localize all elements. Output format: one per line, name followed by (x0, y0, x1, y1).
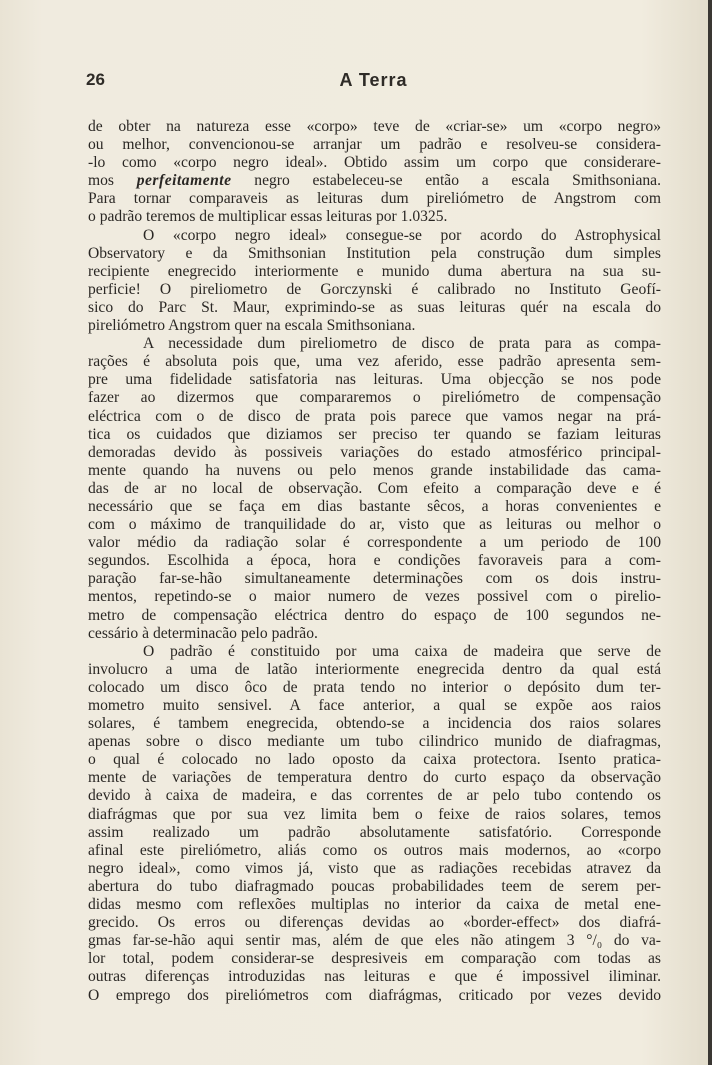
text-line: valor médio da radiação solar é correspondente a um periodo de 100 (88, 534, 661, 552)
text-line: eléctrica com o de disco de prata pois parece que vamos negar na prá- (88, 407, 661, 425)
emphasis: perfeitamente (136, 172, 232, 190)
text-line: pireliómetro Angstrom quer na escala Smithsoniana. (88, 317, 416, 335)
text-line: metro de compensação eléctrica dentro do espaço de 100 segundos ne- (88, 606, 661, 624)
text-line: demoradas devido às possiveis variações do estado atmosférico principal- (88, 443, 661, 461)
text-line: ou melhor, convencionou-se arranjar um padrão e resolveu-se considera- (88, 136, 661, 154)
text-line: assim realizado um padrão absolutamente satisfatório. Corresponde (88, 823, 661, 841)
text-line: sico do Parc St. Maur, exprimindo-se as suas leituras quér na escala do (88, 298, 661, 316)
text-line: solares, é tambem enegrecida, obtendo-se a incidencia dos raios solares (88, 715, 661, 733)
text-line: diafrágmas que por sua vez limita bem o feixe de raios solares, temos (88, 805, 661, 823)
text-line: pre uma fidelidade satisfatoria nas leituras. Uma objecção se nos pode (88, 371, 661, 389)
text-line: recipiente enegrecido interiormente e munido duma abertura na sua su- (88, 262, 661, 280)
text-line: necessário que se faça em dias bastante sêcos, a horas convenientes e (88, 497, 661, 515)
text-line: Observatory e da Smithsonian Institution pela construção dum simples (88, 244, 661, 262)
text-line: paração far-se-hão simultaneamente determinações com os dois instru- (88, 570, 661, 588)
text-line: didas mesmo com reflexões multiplas no interior da caixa de metal ene- (88, 896, 661, 914)
text-line: mentos, repetindo-se o maior numero de vezes possivel com o pirelio- (88, 588, 661, 606)
text-line: involucro a uma de latão interiormente enegrecida dentro da qual está (88, 660, 661, 678)
text-line: lor total, podem considerar-se despresiveis em comparação com todas as (88, 950, 661, 968)
text-line: o qual é colocado no lado oposto da caixa protectora. Isento pratica- (88, 751, 661, 769)
text-line: de obter na natureza esse «corpo» teve de «criar-se» um «corpo negro» (88, 118, 661, 135)
text-line: o padrão teremos de multiplicar essas leituras por 1.0325. (88, 208, 448, 226)
text-line: Para tornar comparaveis as leituras dum pireliómetro de Angstrom com (88, 190, 661, 208)
text-line: rações é absoluta pois que, uma vez aferido, esse padrão apresenta sem- (88, 353, 661, 371)
text-line: cessário à determinacão pelo padrão. (88, 624, 318, 642)
text-line: mente de variações de temperatura dentro do curto espaço da observação (88, 769, 661, 787)
text-line: A necessidade dum pireliometro de disco de prata para as compa- (143, 335, 661, 353)
text-line: perficie! O pireliometro de Gorczynski é calibrado no Instituto Geofí- (88, 280, 661, 298)
text-line: mos perfeitamente negro estabeleceu-se então a escala Smithsoniana. (88, 172, 661, 190)
text-line: mometro muito sensivel. A face anterior, a qual se expõe aos raios (88, 697, 661, 714)
text-line: O «corpo negro ideal» consegue-se por acordo do Astrophysical (143, 226, 661, 244)
text-line: negro ideal», como vimos já, visto que as radiações recebidas atravez da (88, 859, 661, 877)
text-line: segundos. Escolhida a época, hora e condições favoraveis para a com- (88, 552, 661, 570)
page-edge (708, 0, 712, 1065)
text-line: O emprego dos pireliómetros com diafrágmas, criticado por vezes devido (88, 986, 661, 1004)
text-line: grecido. Os erros ou diferenças devidas ao «border-effect» dos diafrá- (88, 914, 661, 932)
page-header (86, 70, 661, 96)
text-line: com o máximo de tranquilidade do ar, visto que as leituras ou melhor o (88, 516, 661, 534)
page-number: 26 (86, 70, 105, 89)
text-line: apenas sobre o disco mediante um tubo cilindrico munido de diafragmas, (88, 733, 661, 751)
running-head: A Terra (339, 70, 408, 90)
text-line: abertura do tubo diafragmado poucas probabilidades teem de serem per- (88, 877, 661, 895)
text-line: tica os cuidados que diziamos ser preciso ter quando se faziam leituras (88, 425, 661, 443)
text-line: gmas far-se-hão aqui sentir mas, além de que eles não atingem 3 °/₀ do va- (88, 932, 661, 950)
body-text (88, 118, 661, 1005)
text-line: mente quando ha nuvens ou pelo menos grande instabilidade das cama- (88, 461, 661, 479)
text-line: devido à caixa de madeira, e das correntes de ar pelo tubo contendo os (88, 787, 661, 805)
text-line: fazer ao dizermos que compararemos o pireliómetro de compensação (88, 389, 661, 407)
text-line: -lo como «corpo negro ideal». Obtido assim um corpo que considerare- (88, 154, 661, 172)
text-line: afinal este pireliómetro, aliás como os outros mais modernos, ao «corpo (88, 841, 661, 859)
text-line: das de ar no local de observação. Com efeito a comparação deve e é (88, 479, 661, 497)
text-line: outras diferenças introduzidas nas leituras e que é impossivel iliminar. (88, 968, 661, 986)
text-line: O padrão é constituido por uma caixa de madeira que serve de (143, 642, 661, 660)
text-line: colocado um disco ôco de prata tendo no interior o depósito dum ter- (88, 678, 661, 696)
